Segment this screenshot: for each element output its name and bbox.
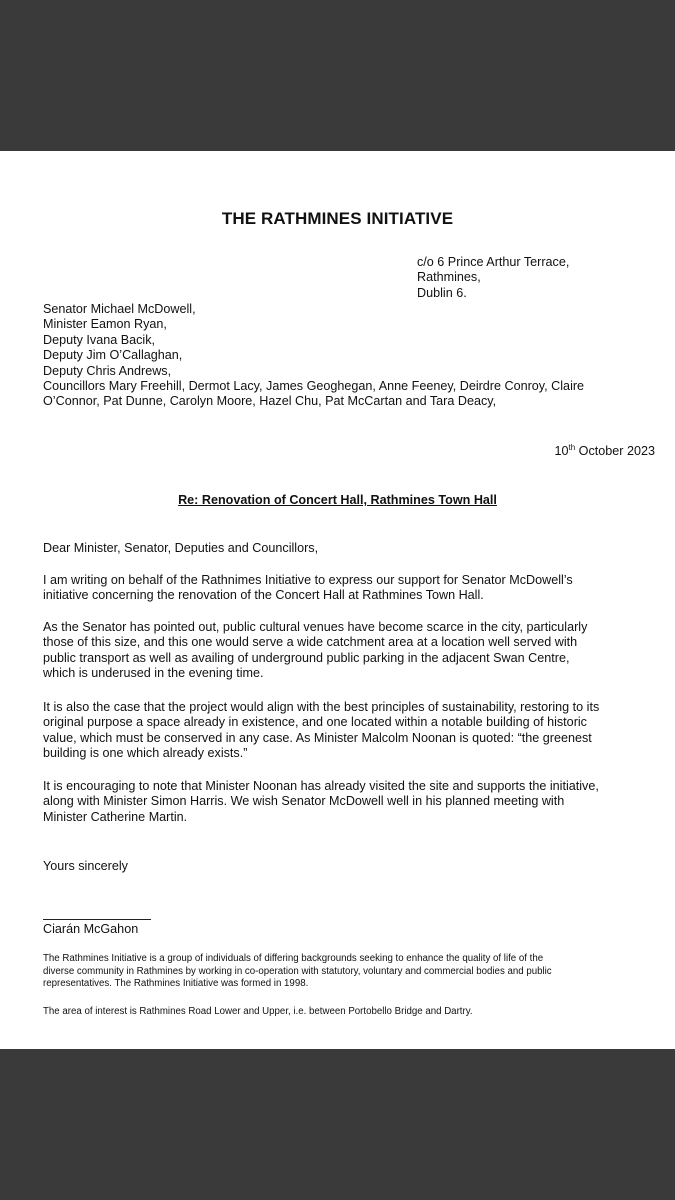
addressee-line: Deputy Ivana Bacik,: [43, 332, 156, 347]
date-suffix: th: [568, 443, 576, 452]
date-rest: October 2023: [575, 444, 655, 458]
signature-line: [43, 919, 151, 920]
address-line: c/o 6 Prince Arthur Terrace,: [417, 255, 570, 269]
footer-line: The Rathmines Initiative is a group of individuals of differing backgrounds seeking to enhance the quality of life of the: [43, 953, 544, 964]
paragraph-line: As the Senator has pointed out, public cultural venues have become scarce in the city, particularly: [43, 620, 588, 634]
paragraph-line: which is underused in the evening time.: [43, 666, 264, 681]
addressee-line: Deputy Jim O’Callaghan,: [43, 348, 183, 363]
paragraph-line: building is one which already exists.”: [43, 746, 248, 761]
footer-note-about: [43, 953, 663, 991]
address-line: Dublin 6.: [417, 285, 467, 300]
letter-date: [555, 444, 656, 459]
address-line: Rathmines,: [417, 270, 481, 285]
paragraph-line: initiative concerning the renovation of the Concert Hall at Rathmines Town Hall.: [43, 588, 484, 603]
body-paragraph-4: [43, 779, 663, 825]
footer-line: The area of interest is Rathmines Road Lower and Upper, i.e. between Portobello Bridge and Dartry.: [43, 1006, 473, 1017]
paragraph-line: along with Minister Simon Harris. We wish Senator McDowell well in his planned meeting with: [43, 794, 565, 809]
body-paragraph-1: [43, 573, 663, 604]
paragraph-line: value, which must be conserved in any case. As Minister Malcolm Noonan is quoted: “the greenest: [43, 730, 592, 745]
footer-note-area: [43, 1006, 663, 1019]
addressee-line: Councillors Mary Freehill, Dermot Lacy, James Geoghegan, Anne Feeney, Deirdre Conroy, Claire: [43, 379, 585, 394]
paragraph-line: It is also the case that the project would align with the best principles of sustainability, restoring to its: [43, 700, 600, 714]
salutation: Dear Minister, Senator, Deputies and Councillors,: [43, 541, 319, 555]
org-title: THE RATHMINES INITIATIVE: [221, 209, 454, 228]
sender-address: [417, 255, 569, 301]
paragraph-line: I am writing on behalf of the Rathnimes Initiative to express our support for Senator McDowell’s: [43, 573, 573, 587]
addressee-line: Minister Eamon Ryan,: [43, 317, 167, 332]
signatory-name: Ciarán McGahon: [43, 922, 139, 936]
footer-line: representatives. The Rathmines Initiative was formed in 1998.: [43, 978, 309, 990]
addressee-line: Deputy Chris Andrews,: [43, 363, 172, 378]
body-paragraph-2: [43, 620, 663, 682]
closing: Yours sincerely: [43, 859, 128, 873]
paragraph-line: original purpose a space already in existence, and one located within a notable building of historic: [43, 715, 587, 730]
paragraph-line: Minister Catherine Martin.: [43, 809, 188, 824]
addressee-line: O’Connor, Pat Dunne, Carolyn Moore, Hazel Chu, Pat McCartan and Tara Deacy,: [43, 394, 497, 409]
addressee-line: Senator Michael McDowell,: [43, 302, 196, 316]
date-day: 10: [554, 444, 569, 458]
footer-line: diverse community in Rathmines by working in co-operation with statutory, voluntary and commercial bodies and public: [43, 965, 552, 977]
subject-line: Re: Renovation of Concert Hall, Rathmines Town Hall: [178, 493, 497, 507]
letter-page: [0, 151, 675, 1049]
paragraph-line: those of this size, and this one would serve a wide catchment area at a location well served with: [43, 635, 578, 650]
addressee-list: [43, 302, 663, 410]
paragraph-line: It is encouraging to note that Minister Noonan has already visited the site and supports the initiative,: [43, 779, 599, 793]
paragraph-line: public transport as well as availing of underground public parking in the adjacent Swan Centre,: [43, 650, 570, 665]
body-paragraph-3: [43, 700, 663, 762]
